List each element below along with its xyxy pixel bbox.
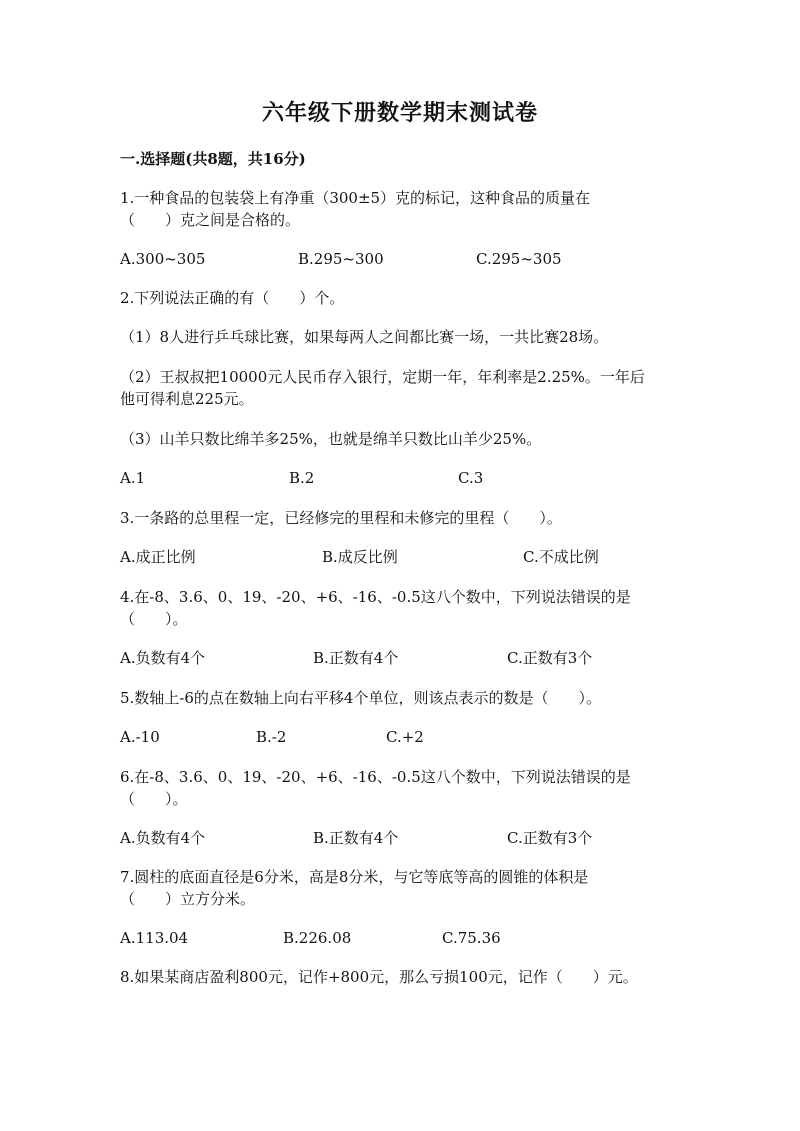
question-2-statement-1: （1）8人进行乒乓球比赛，如果每两人之间都比赛一场，一共比赛28场。	[120, 328, 609, 346]
question-6-line-1: 6.在-8、3.6、0、19、-20、+6、-16、-0.5这八个数中，下列说法错误的是	[120, 768, 631, 786]
question-2-statement-3: （3）山羊只数比绵羊多25%，也就是绵羊只数比山羊少25%。	[120, 430, 542, 448]
question-6-line-2: （ ）。	[120, 790, 188, 808]
question-8-stem: 8.如果某商店盈利800元，记作+800元，那么亏损100元，记作（ ）元。	[120, 968, 638, 986]
question-4-line-2: （ ）。	[120, 610, 188, 628]
page-title: 六年级下册数学期末测试卷	[261, 100, 538, 126]
question-2-statement-2-line-1: （2）王叔叔把10000元人民币存入银行，定期一年，年利率是2.25%。一年后	[120, 368, 645, 386]
question-4-option-c: C.正数有3个	[507, 649, 593, 667]
question-2-stem: 2.下列说法正确的有（ ）个。	[120, 289, 345, 307]
question-3-option-a: A.成正比例	[120, 548, 196, 566]
question-5-option-a: A.-10	[120, 728, 160, 746]
question-1-line-2: （ ）克之间是合格的。	[120, 211, 301, 229]
question-4-option-a: A.负数有4个	[120, 649, 206, 667]
question-3-stem: 3.一条路的总里程一定，已经修完的里程和未修完的里程（ ）。	[120, 509, 562, 527]
question-7-option-a: A.113.04	[120, 929, 189, 947]
question-6-option-c: C.正数有3个	[507, 829, 593, 847]
question-5-stem: 5.数轴上-6的点在数轴上向右平移4个单位，则该点表示的数是（ ）。	[120, 689, 601, 707]
question-7-option-b: B.226.08	[283, 929, 352, 947]
question-7-line-2: （ ）立方分米。	[120, 890, 256, 908]
question-5-option-b: B.-2	[256, 728, 287, 746]
question-6-option-a: A.负数有4个	[120, 829, 206, 847]
question-7-line-1: 7.圆柱的底面直径是6分米，高是8分米，与它等底等高的圆锥的体积是	[120, 868, 589, 886]
question-4-line-1: 4.在-8、3.6、0、19、-20、+6、-16、-0.5这八个数中，下列说法错误的是	[120, 588, 631, 606]
question-2-option-c: C.3	[458, 469, 484, 487]
section-heading: 一.选择题(共8题，共16分)	[120, 150, 306, 168]
question-3-option-b: B.成反比例	[322, 548, 398, 566]
question-1-option-a: A.300~305	[120, 250, 206, 268]
question-7-option-c: C.75.36	[442, 929, 501, 947]
question-4-option-b: B.正数有4个	[313, 649, 399, 667]
question-2-option-a: A.1	[120, 469, 146, 487]
question-6-option-b: B.正数有4个	[313, 829, 399, 847]
question-2-option-b: B.2	[289, 469, 315, 487]
question-1-option-b: B.295~300	[298, 250, 384, 268]
question-1-option-c: C.295~305	[476, 250, 562, 268]
question-2-statement-2-line-2: 他可得利息225元。	[120, 390, 254, 408]
question-1-line-1: 1.一种食品的包装袋上有净重（300±5）克的标记，这种食品的质量在	[120, 189, 591, 207]
question-3-option-c: C.不成比例	[523, 548, 599, 566]
question-5-option-c: C.+2	[386, 728, 424, 746]
